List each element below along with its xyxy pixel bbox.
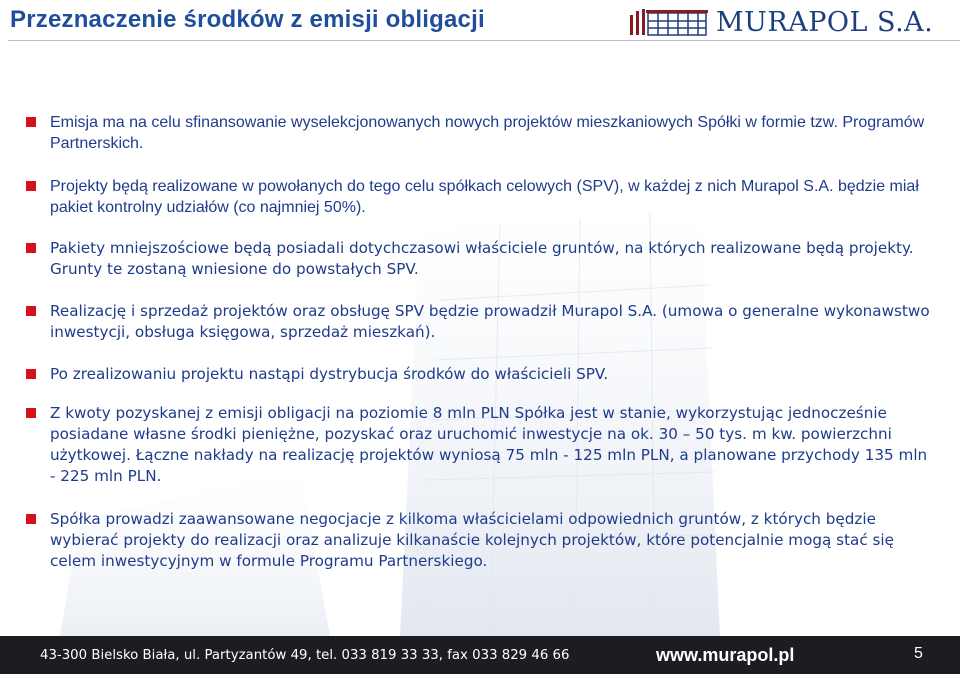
list-item xyxy=(26,364,931,385)
bullet-square-icon xyxy=(26,117,36,127)
list-item xyxy=(26,176,931,218)
bullet-square-icon xyxy=(26,181,36,191)
footer-address: 43-300 Bielsko Biała, ul. Partyzantów 49, tel. 033 819 33 33, fax 033 829 46 66 xyxy=(40,648,570,663)
bullet-list xyxy=(26,112,931,592)
page-title: Przeznaczenie środków z emisji obligacji xyxy=(10,6,485,33)
company-logo xyxy=(628,4,958,40)
bullet-square-icon xyxy=(26,306,36,316)
bullet-square-icon xyxy=(26,369,36,379)
list-item xyxy=(26,403,931,487)
list-item xyxy=(26,112,931,154)
page-number: 5 xyxy=(914,645,923,662)
logo-text: MURAPOL S.A. xyxy=(716,6,934,38)
title-divider xyxy=(8,40,960,41)
bullet-square-icon xyxy=(26,243,36,253)
list-item xyxy=(26,238,931,280)
bullet-square-icon xyxy=(26,408,36,418)
building-logo-icon xyxy=(628,7,710,37)
bullet-square-icon xyxy=(26,514,36,524)
list-item-text: Emisja ma na celu sfinansowanie wyselekcjonowanych nowych projektów mieszkaniowych Spółki w formie tzw. Programów Partnerskich. xyxy=(50,114,925,152)
list-item xyxy=(26,509,931,572)
list-item xyxy=(26,301,931,343)
footer-website-link[interactable]: www.murapol.pl xyxy=(656,645,795,665)
list-item-text: Z kwoty pozyskanej z emisji obligacji na poziomie 8 mln PLN Spółka jest w stanie, wykorzystując jednocześnie posiadane własne środki pieniężne, pozyskać oraz uruchomić inwestycje na ok. 30 – 50 tys. m kw. powierzchni użytkowej. Łączne nakłady na realizację projektów wyniosą 75 mln - 125 mln PLN, a planowane przychody 135 mln - 225 mln PLN. xyxy=(50,404,928,485)
list-item-text: Po zrealizowaniu projektu nastąpi dystrybucja środków do właścicieli SPV. xyxy=(50,365,609,383)
list-item-text: Projekty będą realizowane w powołanych do tego celu spółkach celowych (SPV), w każdej z nich Murapol S.A. będzie miał pakiet kontrolny udziałów (co najmniej 50%). xyxy=(50,178,919,216)
list-item-text: Realizację i sprzedaż projektów oraz obsługę SPV będzie prowadził Murapol S.A. (umowa o generalne wykonawstwo inwestycji, obsługa księgowa, sprzedaż mieszkań). xyxy=(50,302,930,341)
list-item-text: Pakiety mniejszościowe będą posiadali dotychczasowi właściciele gruntów, na których realizowane będą projekty. Grunty te zostaną wniesione do powstałych SPV. xyxy=(50,239,914,278)
list-item-text: Spółka prowadzi zaawansowane negocjacje z kilkoma właścicielami odpowiednich gruntów, z których będzie wybierać projekty do realizacji oraz analizuje kilkanaście kolejnych projektów, które potencjalnie mogą stać się celem inwestycyjnym w formule Programu Partnerskiego. xyxy=(50,510,894,570)
footer-bar xyxy=(0,636,960,674)
